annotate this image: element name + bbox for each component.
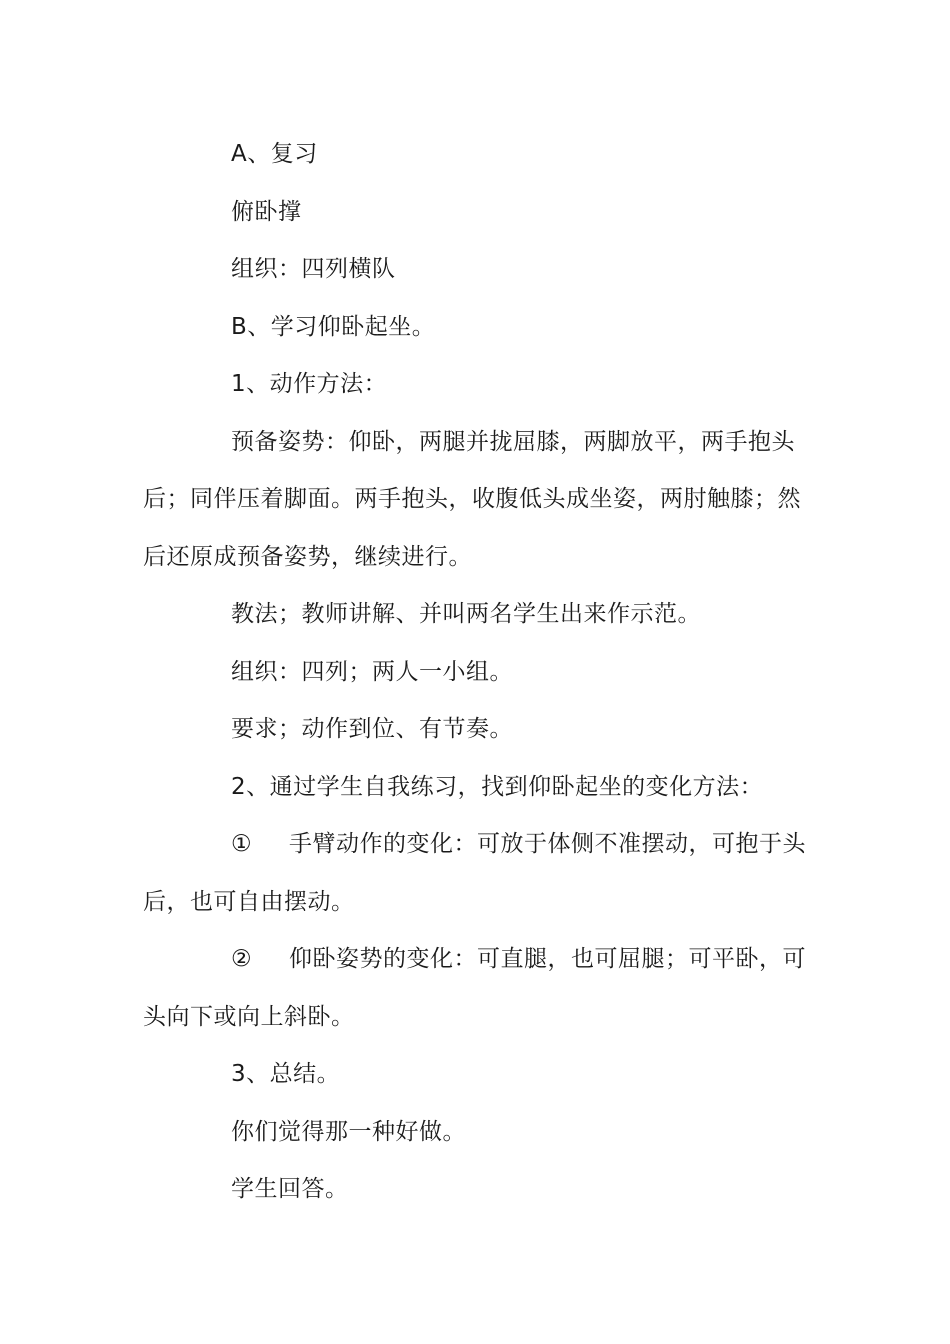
paragraph-student-answer: 学生回答。	[231, 1176, 349, 1202]
list-item-text: 手臂动作的变化：可放于体侧不准摆动，可抱于头后，也可自由摆动。	[143, 831, 806, 915]
paragraph-ready-posture: 预备姿势：仰卧，两腿并拢屈膝，两脚放平，两手抱头后；同伴压着脚面。两手抱头，收腹低头成坐姿，两肘触膝；然后还原成预备姿势，继续进行。	[143, 428, 801, 570]
list-marker: ②	[231, 946, 253, 972]
document-body	[143, 126, 813, 1219]
paragraph-method-heading: 1、动作方法：	[231, 371, 388, 397]
paragraph-organization-1: 组织：四列横队	[231, 256, 396, 282]
paragraph-organization-2: 组织：四列；两人一小组。	[231, 658, 513, 685]
paragraph-question: 你们觉得那一种好做。	[231, 1118, 466, 1145]
paragraph-summary: 3、总结。	[231, 1061, 341, 1087]
list-item-text: 仰卧姿势的变化：可直腿，也可屈腿；可平卧，可头向下或向上斜卧。	[143, 946, 806, 1030]
paragraph-section-b: B、学习仰卧起坐。	[231, 313, 436, 340]
list-item-posture-variation	[143, 931, 813, 1046]
paragraph-requirements: 要求；动作到位、有节奏。	[231, 716, 513, 742]
paragraph-variations-heading: 2、通过学生自我练习，找到仰卧起坐的变化方法：	[231, 773, 764, 800]
list-marker: ①	[231, 831, 253, 857]
list-item-arm-variation	[143, 816, 813, 931]
paragraph-push-ups: 俯卧撑	[231, 198, 302, 225]
paragraph-teaching-method: 教法；教师讲解、并叫两名学生出来作示范。	[231, 601, 701, 627]
paragraph-section-a: A、复习	[231, 141, 318, 167]
